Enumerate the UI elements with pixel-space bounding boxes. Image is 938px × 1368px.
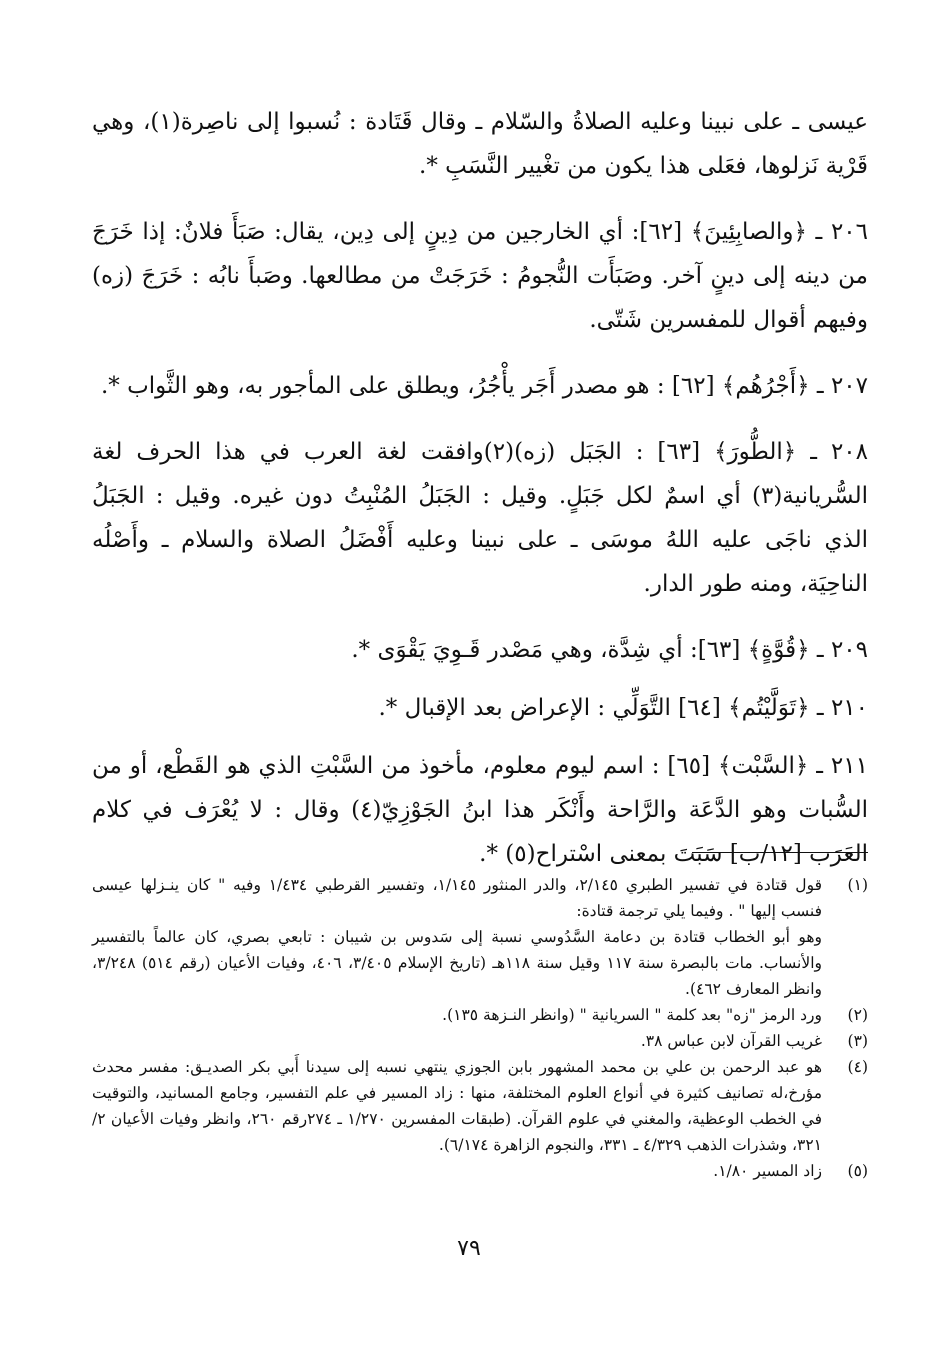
- footnote-5: [92, 1158, 868, 1184]
- footnote-text: [92, 1158, 822, 1184]
- footnote-3: [92, 1028, 868, 1054]
- footnote-number: (٣): [847, 1032, 868, 1050]
- paragraph-208: ٢٠٨ ـ ﴿الطُّورَ﴾ [٦٣] : الجَبَل (زه)(٢)وافقت لغة العرب في هذا الحرف لغة السُّريانية(٣) أي اسمٌ لكل جَبَلٍ. وقيل : الجَبَلُ المُنْبِتُ دون غيره. وقيل : الجَبَلُ الذي ناجَى عليه اللهُ موسَى ـ على نبينا وعليه أَفْضَلُ الصلاة والسلام ـ وأَصْلُه الناحِيَة، ومنه طور الدار.: [92, 439, 869, 597]
- footnotes: [92, 872, 868, 1184]
- footnote-2: [92, 1002, 868, 1028]
- footnote-line: وهو أبو الخطاب قتادة بن دعامة السَّدُوسي نسبة إلى سَدوس بن شيبان : تابعي بصري، كان عالماً بالتفسير والأنساب. مات بالبصرة سنة ١١٧ وقيل سنة ١١٨هـ (تاريخ الإسلام ٣/٤٠٥، ٤٠٦، وفيات الأعيان (رقم ٥١٤) ٣/٢٤٨، وانظر المعارف ٤٦٢).: [92, 928, 822, 998]
- paragraph-209: ٢٠٩ ـ ﴿قُوَّةٍ﴾ [٦٣]: أي شِدَّة، وهي مَصْدر قَـوِيَ يَقْوَى *.: [351, 637, 868, 663]
- paragraph-211: ٢١١ ـ ﴿السَّبْت﴾ [٦٥] : اسم ليوم معلوم، مأخوذ من السَّبْتِ الذي هو القَطْع، أو من السُّبات وهو الدَّعَة والرَّاحة وأَنْكَر هذا ابنُ الجَوْزِيّ(٤) وقال : لا يُعْرَف في كلام العَرَب [١٢/ب] سَبَتَ بمعنى اسْتراح(٥) *.: [92, 753, 868, 867]
- paragraph-210: ٢١٠ ـ ﴿تَوَلَّيْتُم﴾ [٦٤] التَّوَلِّي : الإعراض بعد الإقبال *.: [378, 695, 868, 721]
- footnote-line: هو عبد الرحمن بن علي بن محمد المشهور بابن الجوزي ينتهي نسبه إلى سيدنا أَبي بكر الصديـق: مفسر محدث مؤرخ،له تصانيف كثيرة في أنواع العلوم المختلفة، منها : زاد المسير في علم التفسير، وجامع المسانيد، والتوقيت في الخطب الوعظية، والمغني في علوم القرآن. (طبقات المفسرين ١/٢٧٠ ـ ٢٧٤رقم ٢٦٠، وانظر وفيات الأعيان ٢/ ٣٢١، وشذرات الذهب ٤/٣٢٩ ـ ٣٣١، والنجوم الزاهرة ٦/١٧٤).: [92, 1058, 822, 1154]
- paragraph-206: ٢٠٦ ـ ﴿والصابِئِينَ﴾ [٦٢]: أي الخارجين من دِينٍ إلى دِين، يقال: صَبَأَ فلانٌ: إذا خَرَجَ من دينه إلى دينٍ آخر. وصَبَأَت النُّجومُ : خَرَجَتْ من مطالعها. وصَبأَ نابُه : خَرَجَ (زه) وفيهم أقوال للمفسرين شَتّى.: [92, 219, 868, 333]
- footnote-number: (١): [847, 876, 868, 894]
- footnote-separator: [692, 852, 868, 853]
- footnote-number: (٤): [847, 1058, 868, 1076]
- footnote-line: قول قتادة في تفسير الطبري ٢/١٤٥، والدر المنثور ١/١٤٥، وتفسير القرطبي ١/٤٣٤ وفيه " كان ينـزلها عيسى فنسب إليها " . وفيما يلي ترجمة قتادة:: [92, 876, 822, 920]
- main-text: [92, 100, 868, 898]
- footnote-text: [92, 872, 822, 1002]
- footnote-line: ورد الرمز "زه" بعد كلمة " السريانية " (وانظر النـزهة ١٣٥).: [442, 1006, 822, 1024]
- footnote-line: غريب القرآن لابن عباس ٣٨.: [640, 1032, 822, 1050]
- footnote-text: [92, 1002, 822, 1028]
- footnote-number: (٥): [847, 1162, 868, 1180]
- paragraph-intro: عيسى ـ على نبينا وعليه الصلاةُ والسّلام ـ وقال قَتَادة : نُسبوا إلى ناصِرة(١)، وهي قَرْية نَزلوها، فعَلى هذا يكون من تغْيير النَّسَبِ *.: [92, 109, 868, 179]
- footnote-text: [92, 1054, 822, 1158]
- footnote-number: (٢): [847, 1006, 868, 1024]
- paragraph-207: ٢٠٧ ـ ﴿أَجْرُهُم﴾ [٦٢] : هو مصدر أَجَر يأْجُرُ، ويطلق على المأجور به، وهو الثَّواب *.: [100, 373, 868, 399]
- footnote-line: زاد المسير ١/٨٠.: [713, 1162, 822, 1180]
- page-number: ٧٩: [457, 1236, 481, 1261]
- footnote-4: [92, 1054, 868, 1158]
- footnote-1: [92, 872, 868, 1002]
- footnote-text: [92, 1028, 822, 1054]
